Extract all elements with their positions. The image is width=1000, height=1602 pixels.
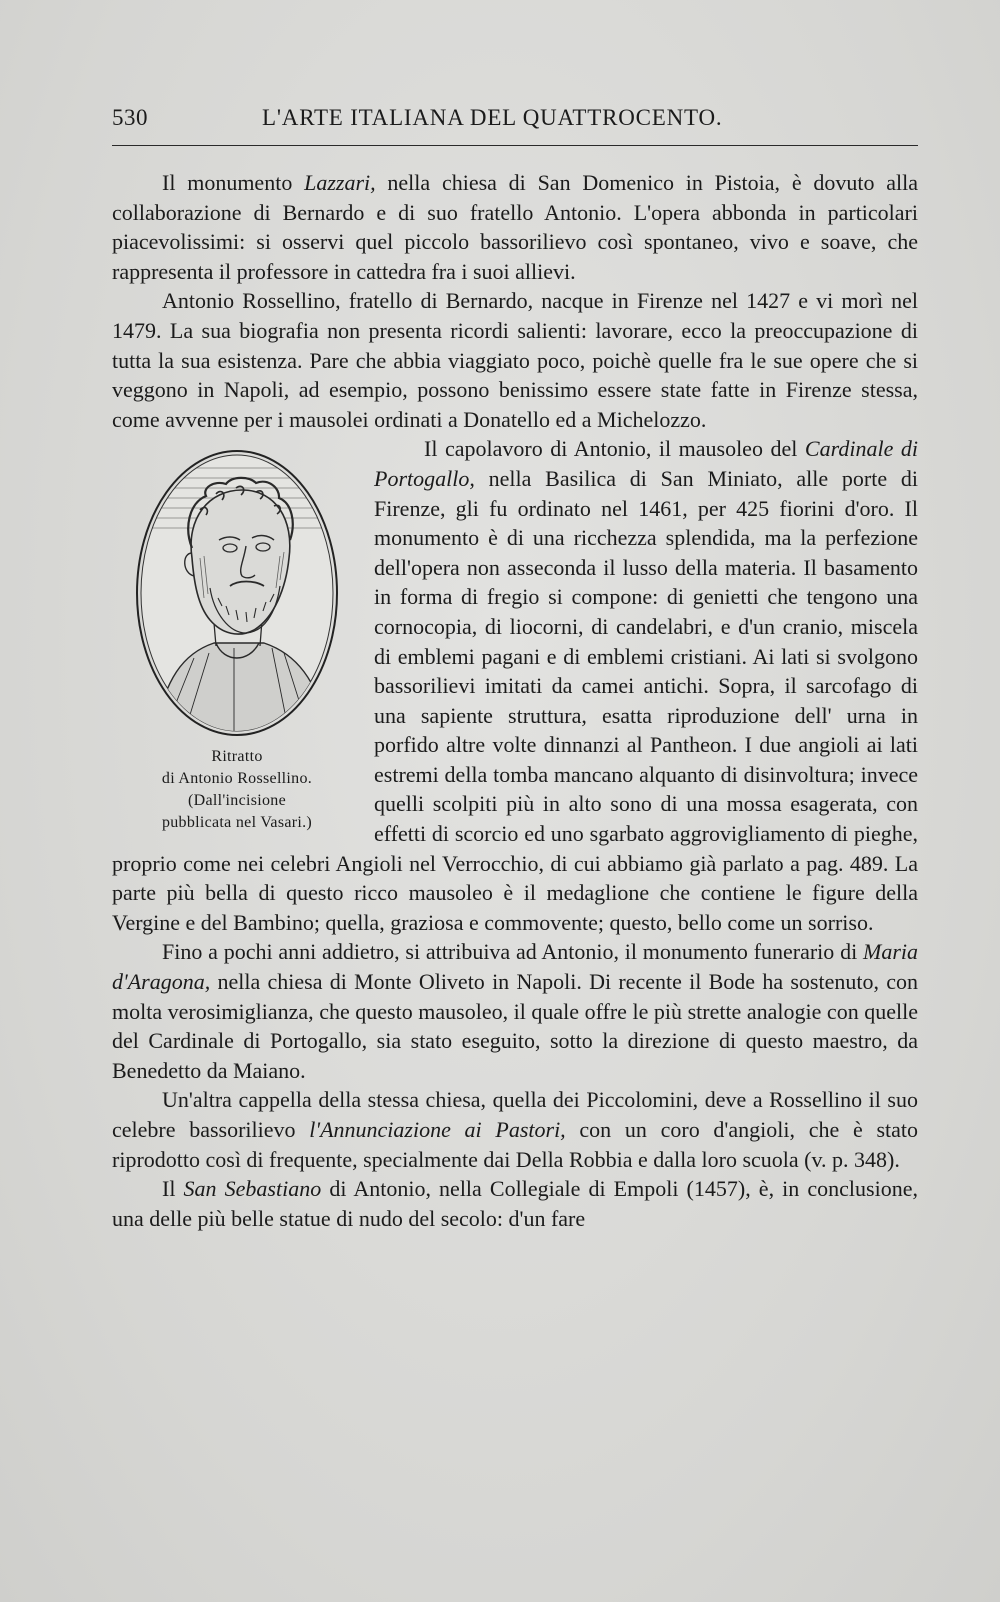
paragraph-4-text-c: nella chiesa di Monte Oliveto in Napoli. Di recente il Bode ha sostenuto, con molta verosimiglianza, che questo mausoleo, il quale offre le più strette analogie con quelle del Cardinale di Portogallo, sia stato eseguito, sotto la direzione di questo maestro, da Benedetto da Maiano. <box>112 969 918 1083</box>
header-rule <box>112 145 918 146</box>
portrait-engraving <box>134 448 340 738</box>
paragraph-4-text-a: Fino a pochi anni addietro, si attribuiva ad Antonio, il monumento funerario di <box>162 939 863 965</box>
paragraph-6 <box>112 1174 918 1233</box>
paragraph-5-italic: l'Annunciazione ai Pastori, <box>309 1117 566 1142</box>
paragraph-1 <box>112 168 918 286</box>
running-title: L'ARTE ITALIANA DEL QUATTROCENTO. <box>262 105 723 130</box>
paragraph-2-text: Antonio Rossellino, fratello di Bernardo, nacque in Firenze nel 1427 e vi morì nel 1479. La sua biografia non presenta ricordi salienti: lavorare, ecco la preoccupazione di tutta la sua esistenza. Pare che abbia viaggiato poco, poichè quelle fra le sue opere che si veggono in Napoli, ad esempio, possono benissimo essere state fatte in Firenze stessa, come avvenne per i mausolei ordinati a Donatello ed a Michelozzo. <box>112 288 918 432</box>
caption-line-3: (Dall'incisione <box>187 792 287 810</box>
paragraph-5 <box>112 1085 918 1174</box>
paragraph-1-italic: Lazzari, <box>304 170 376 195</box>
paragraph-1-text-a: Il monumento <box>162 170 305 195</box>
book-page <box>112 95 918 1233</box>
paragraph-1-text-c: nella chiesa di San Domenico in Pistoia, è dovuto alla collaborazione di Bernardo e di suo fratello Antonio. L'opera abbonda in particolari piacevolissimi: si osservi quel piccolo bassorilievo così spontaneo, vivo e soave, che rappresenta il professore in cattedra fra i suoi allievi. <box>112 170 918 284</box>
paragraph-6-italic: San Sebastiano <box>183 1176 322 1202</box>
paragraph-4 <box>112 937 918 1085</box>
caption-line-2: di Antonio Rossellino. <box>161 770 313 788</box>
paragraph-5-text-a: Un'altra cappella della stessa chiesa, quella dei Piccolomini, deve a Rossellino il suo celebre bassorilievo <box>112 1087 918 1142</box>
caption-line-1: Ritratto <box>211 748 263 766</box>
page-number: 530 <box>112 105 148 130</box>
paragraph-3-text-a: Il capolavoro di Antonio, il mausoleo del <box>424 436 805 462</box>
paragraph-2 <box>112 286 918 434</box>
paragraph-6-text-c: di Antonio, nella Collegiale di Empoli (1457), è, in conclusione, una delle più belle statue di nudo del secolo: d'un fare <box>112 1176 918 1231</box>
paragraph-5-text-c: con un coro d'angioli, che è stato riprodotto così di frequente, specialmente dai Della Robbia e dalla loro scuola (v. p. 348). <box>112 1117 919 1172</box>
paragraph-4-italic: Maria d'Aragona, <box>112 939 918 995</box>
paragraph-3-italic: Cardinale di Portogallo, <box>374 436 918 491</box>
paragraph-6-text-a: Il <box>162 1176 184 1202</box>
body-text <box>112 168 918 1233</box>
caption-line-4: pubblicata nel Vasari.) <box>161 814 313 832</box>
running-header <box>112 95 918 135</box>
paragraph-3-text-c: nella Basilica di San Miniato, alle porte di Firenze, gli fu ordinato nel 1461, per 425 fiorini d'oro. Il monumento è di una ricchezza splendida, ma la perfezione dell'opera non asseconda il lusso della materia. Il basamento in forma di fregio si compone: di genietti che tengono una cornocopia, di liocorni, di candelabri, e d'un cranio, miscela di emblemi pagani e di emblemi cristiani. Ai lati si svolgono bassorilievi imitati da camei antichi. Sopra, il sarcofago di una sapiente struttura, esatta riproduzione dell' urna in porfido altre volte dinnanzi al Pantheon. I due angioli ai lati estremi della tomba mancano alquanto di disinvoltura; invece quelli scolpiti più in alto sono di una mossa esagerata, con effetti di scorcio ed uno sgarbato aggrovigliamento di pieghe, proprio come nei celebri Angioli nel Verrocchio, di cui abbiamo già parlato a pag. 489. La parte più bella di questo ricco mausoleo è il medaglione che contiene le figure della Vergine e del Bambino; quella, graziosa e commovente; questo, bello come un sorriso. <box>112 465 918 935</box>
portrait-figure <box>112 448 362 834</box>
figure-caption <box>112 746 362 834</box>
